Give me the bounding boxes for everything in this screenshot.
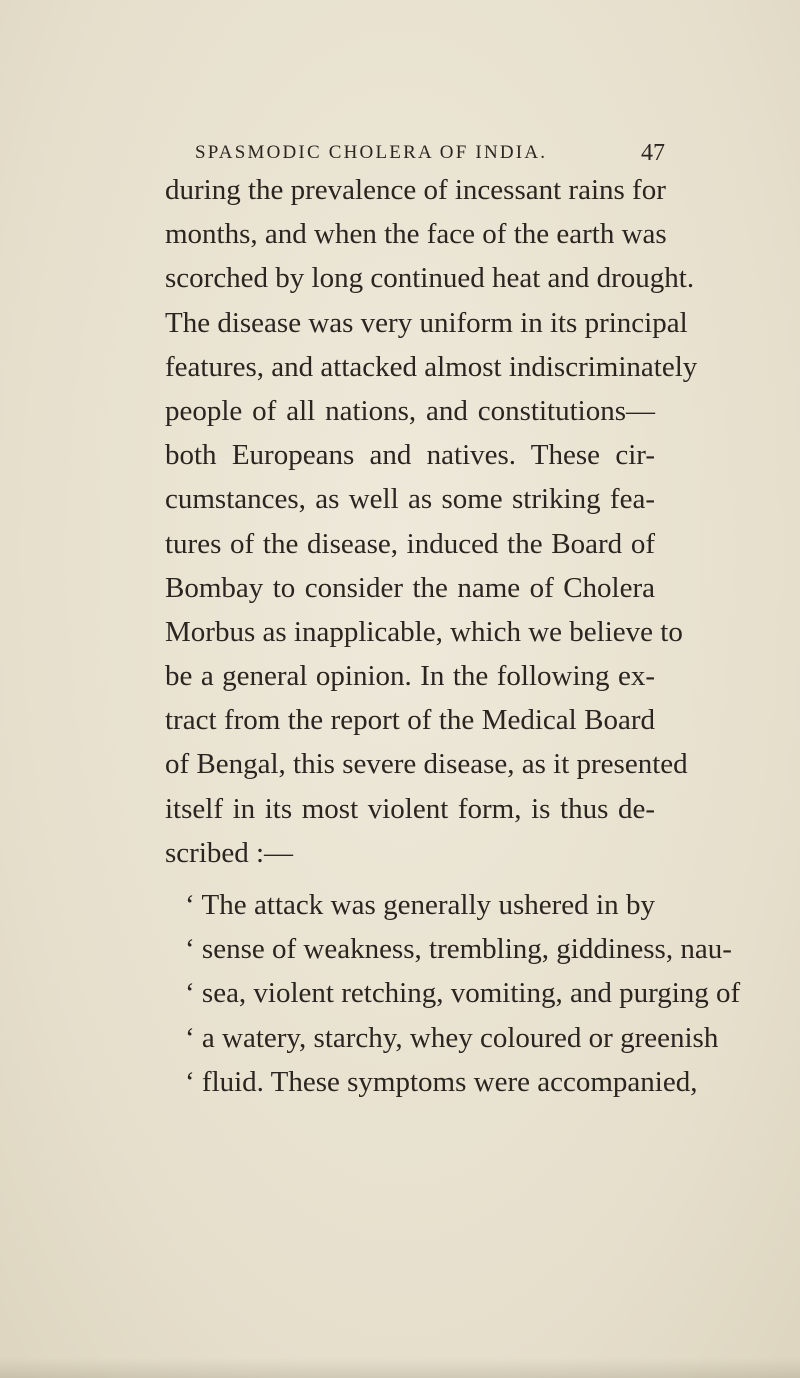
page-edge-shadow <box>0 1358 800 1378</box>
text-line: months, and when the face of the earth was <box>165 218 667 251</box>
text-line: of Bengal, this severe disease, as it presented <box>165 748 688 781</box>
text-line: people of all nations, and constitutions— <box>165 394 655 427</box>
text-line: both Europeans and natives. These cir- <box>165 439 655 472</box>
text-line: scorched by long continued heat and drought. <box>165 262 695 295</box>
text-line: cumstances, as well as some striking fea- <box>165 483 655 516</box>
body-text <box>165 168 741 1104</box>
quote-gap <box>165 875 655 883</box>
text-line: The disease was very uniform in its principal <box>165 306 688 339</box>
text-line: Bombay to consider the name of Cholera <box>165 571 655 604</box>
quote-line: ‘ fluid. These symptoms were accompanied, <box>185 1065 698 1098</box>
quote-line: ‘ a watery, starchy, whey coloured or greenish <box>185 1021 719 1054</box>
text-line: scribed :— <box>165 836 294 869</box>
text-line: features, and attacked almost indiscriminately <box>165 350 698 383</box>
quote-line: ‘ The attack was generally ushered in by <box>185 889 655 921</box>
text-line: tract from the report of the Medical Board <box>165 704 655 737</box>
text-line: tures of the disease, induced the Board of <box>165 527 655 560</box>
text-line: itself in its most violent form, is thus de- <box>165 792 655 825</box>
text-line: during the prevalence of incessant rains for <box>165 174 666 206</box>
running-title: SPASMODIC CHOLERA OF INDIA. <box>195 142 548 163</box>
text-line: be a general opinion. In the following ex- <box>165 660 655 693</box>
page-number: 47 <box>641 140 665 166</box>
quote-line: ‘ sense of weakness, trembling, giddiness, nau- <box>185 933 732 966</box>
quote-line: ‘ sea, violent retching, vomiting, and purging of <box>185 977 741 1010</box>
text-line: Morbus as inapplicable, which we believe to <box>165 615 683 648</box>
